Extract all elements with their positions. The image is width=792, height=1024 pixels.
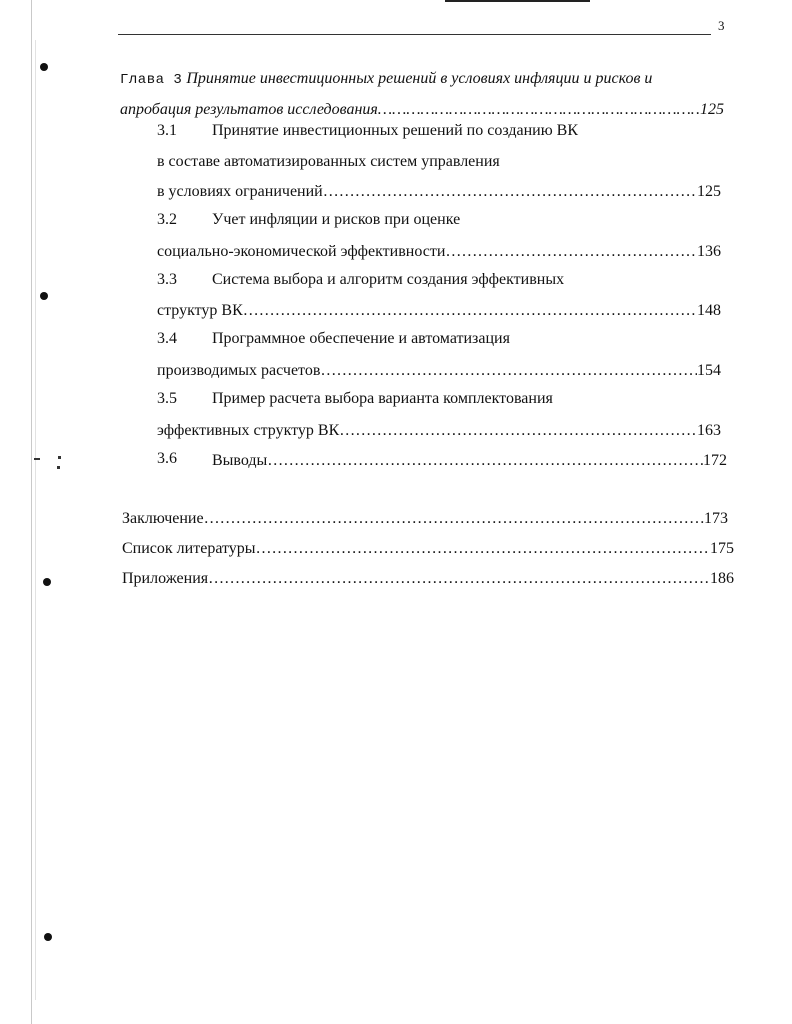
back-matter-page: 186 (710, 570, 734, 587)
section-title-line: в составе автоматизированных систем управления (157, 153, 500, 170)
scan-top-mark (445, 0, 590, 2)
chapter-title-line1: Принятие инвестиционных решений в условиях инфляции и рисков и (186, 70, 653, 87)
section-page: 172 (703, 452, 727, 469)
dot-leader (208, 568, 710, 590)
dot-leader (378, 95, 700, 125)
section-last-line: Выводы (212, 452, 268, 469)
section-last-line: социально-экономической эффективности (157, 243, 446, 260)
scan-tick-mark (58, 456, 61, 459)
dot-leader (256, 538, 710, 560)
section-last-line: производимых расчетов (157, 362, 321, 379)
dot-leader (323, 181, 697, 203)
toc-entry-row (157, 181, 721, 203)
dot-leader (339, 420, 697, 442)
chapter-title-line2: апробация результатов исследования (120, 101, 378, 118)
back-matter-page: 173 (704, 510, 728, 527)
scan-edge-line (35, 40, 36, 1000)
dot-leader (267, 450, 703, 472)
header-rule (118, 34, 711, 35)
punch-hole-mark (40, 292, 48, 300)
punch-hole-mark (40, 63, 48, 71)
section-number: 3.4 (157, 330, 177, 347)
dot-leader (243, 300, 697, 322)
page-number: 3 (718, 18, 725, 33)
section-title-line: Пример расчета выбора варианта комплектования (212, 390, 553, 407)
scan-tick-mark (57, 466, 60, 469)
toc-entry-row (157, 241, 721, 263)
section-page: 154 (697, 362, 721, 379)
section-number: 3.1 (157, 122, 177, 139)
section-page: 148 (697, 302, 721, 319)
toc-entry-row (212, 450, 727, 472)
toc-entry-row (122, 538, 734, 560)
section-last-line: в условиях ограничений (157, 183, 323, 200)
back-matter-label: Приложения (122, 570, 209, 587)
chapter-heading (120, 64, 725, 125)
punch-hole-mark (44, 933, 52, 941)
toc-entry-row (122, 568, 734, 590)
toc-entry-row (122, 508, 728, 530)
section-page: 125 (697, 183, 721, 200)
section-last-line: структур ВК (157, 302, 243, 319)
section-page: 163 (697, 422, 721, 439)
back-matter-label: Список литературы (122, 540, 256, 557)
chapter-label: Глава 3 (120, 72, 183, 88)
section-page: 136 (697, 243, 721, 260)
dot-leader (320, 360, 697, 382)
section-number: 3.5 (157, 390, 177, 407)
section-last-line: эффективных структур ВК (157, 422, 340, 439)
section-number: 3.3 (157, 271, 177, 288)
section-title-line: Программное обеспечение и автоматизация (212, 330, 510, 347)
scan-edge-line (31, 0, 32, 1024)
dot-leader (204, 508, 704, 530)
scan-tick-mark (34, 458, 40, 460)
section-title-line: Система выбора и алгоритм создания эффективных (212, 271, 565, 288)
section-number: 3.2 (157, 211, 177, 228)
back-matter-page: 175 (710, 540, 734, 557)
toc-entry-row (157, 300, 721, 322)
back-matter-label: Заключение (122, 510, 204, 527)
section-title-line: Учет инфляции и рисков при оценке (212, 211, 461, 228)
toc-entry-row (157, 360, 721, 382)
dot-leader (445, 241, 697, 263)
chapter-page: 125 (700, 101, 724, 118)
section-number: 3.6 (157, 450, 177, 467)
section-title-line: Принятие инвестиционных решений по созданию ВК (212, 122, 579, 139)
toc-entry-row (157, 420, 721, 442)
punch-hole-mark (43, 578, 51, 586)
